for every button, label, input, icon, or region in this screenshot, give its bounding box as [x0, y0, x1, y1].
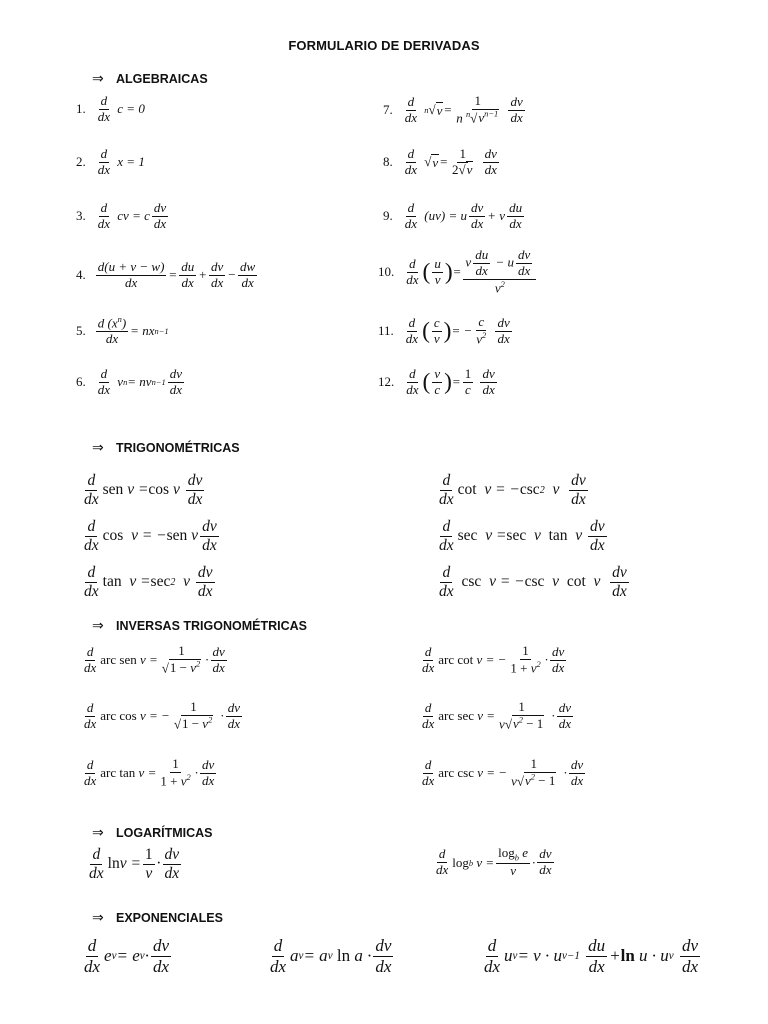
formula-7: 7. d dx n √ v = 1 n $^n√v^{n-1}$ dv dx — [383, 93, 523, 126]
formula-9: 9. d dx (uv) = u dv dx + v du dx — [383, 200, 523, 231]
formula-11: 11. d dx ( c v ) = − c $v^2$ dv dx — [378, 314, 510, 347]
arrow-icon: ⇒ — [92, 70, 104, 86]
formula-ev: d dx e v = e v · dv dx — [84, 936, 169, 976]
section-exponenciales: ⇒ EXPONENCIALES — [92, 909, 223, 925]
section-logaritmicas: ⇒ LOGARÍTMICAS — [92, 824, 213, 840]
formula-cos: d dx cos v = − sen v dv dx — [84, 518, 217, 554]
section-trigonometricas: ⇒ TRIGONOMÉTRICAS — [92, 439, 240, 455]
formula-csc: d dx csc v = − csc v cot v dv dx — [439, 564, 627, 600]
formula-sec: d dx sec v = sec v tan v dv dx — [439, 518, 605, 554]
formula-logb: d dx log b v = $\log_b e$ v · dv dx — [436, 845, 552, 879]
formula-5: 5. d $(x^n)$ dx = nx n−1 — [76, 314, 169, 347]
formula-arccot: d dx arc cot v = − 1 $1 + v^2$ · dv dx — [422, 643, 565, 676]
arrow-icon: ⇒ — [92, 439, 104, 455]
formula-1: 1. d dx c = 0 — [76, 93, 145, 124]
arrow-icon: ⇒ — [92, 617, 104, 633]
formula-tan: d dx tan v = sec 2 v dv dx — [84, 564, 213, 600]
formula-arcsec: d dx arc sec v = 1 $v√v^2 - 1$ · dv dx — [422, 699, 572, 732]
formula-arccsc: d dx arc csc v = − 1 $v√v^2 - 1$ · dv dx — [422, 756, 584, 789]
formula-cot: d dx cot v = − csc 2 v dv dx — [439, 472, 586, 508]
formula-3: 3. d dx cv = c dv dx — [76, 200, 167, 231]
formula-sen: d dx sen v = cos v dv dx — [84, 472, 203, 508]
formula-ln: d dx ln v = 1 v · dv dx — [89, 846, 180, 882]
formula-8: 8. d dx √ v = 1 2√v dv dx — [383, 146, 497, 177]
arrow-icon: ⇒ — [92, 824, 104, 840]
formula-arctan: d dx arc tan v = 1 $1 + v^2$ · dv dx — [84, 756, 215, 789]
page-title: FORMULARIO DE DERIVADAS — [288, 38, 480, 53]
section-inversas: ⇒ INVERSAS TRIGONOMÉTRICAS — [92, 617, 307, 633]
section-algebraicas: ⇒ ALGEBRAICAS — [92, 70, 208, 86]
formula-arcsen: d dx arc sen v = 1 $√1 - v^2$ · dv dx — [84, 643, 225, 676]
formula-12: 12. d dx ( v c ) = 1 c dv dx — [378, 366, 495, 397]
formula-6: 6. d dx v n = nv n−1 dv dx — [76, 366, 182, 397]
arrow-icon: ⇒ — [92, 909, 104, 925]
formula-10: 10. d dx ( u v ) = v $\frac{du}{dx}$ − u $\frac{dv}{dx}$ $v^2$ — [378, 248, 538, 296]
formula-uv: d dx u v = v · u v−1 du dx + ln u · u v dv dx — [484, 936, 698, 976]
formula-2: 2. d dx x = 1 — [76, 146, 145, 177]
formula-arccos: d dx arc cos v = − 1 $√1 - v^2$ · dv dx — [84, 699, 241, 732]
formula-4: 4. d(u + v − w) dx = du dx + dv dx − dw dx — [76, 259, 256, 290]
formula-av: d dx a v = a v ln a · dv dx — [270, 936, 392, 976]
